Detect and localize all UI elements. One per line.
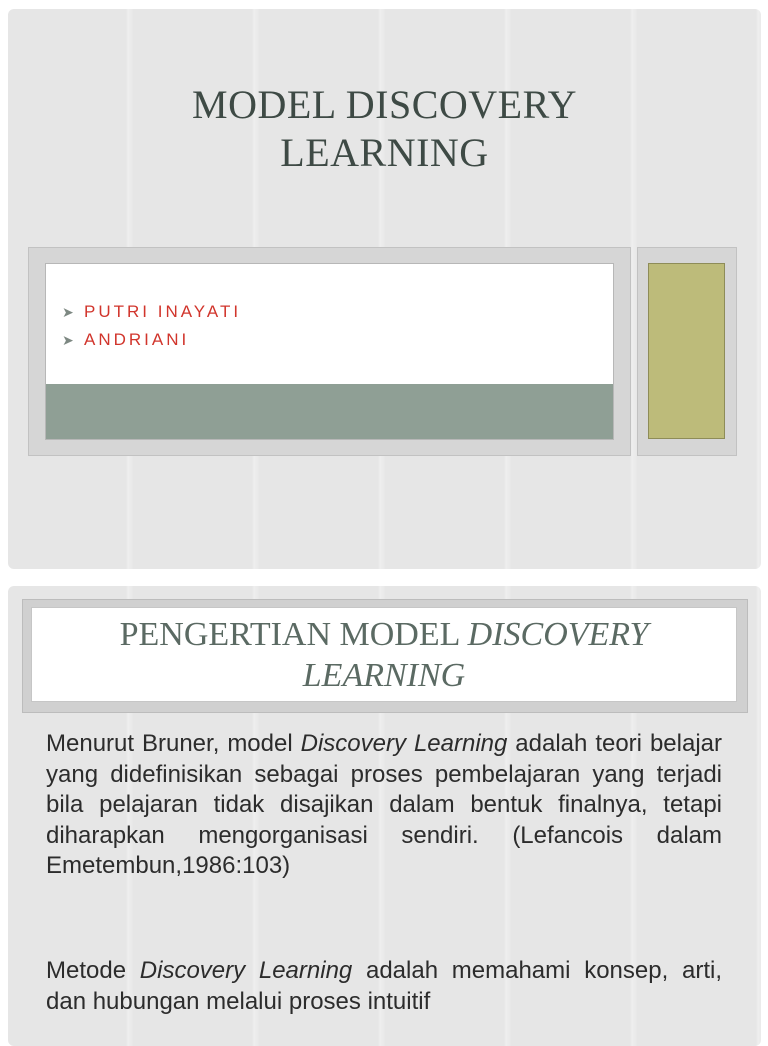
presenter-item [62,298,241,326]
slide-title [8,81,761,177]
arrow-bullet-icon: ➤ [62,303,74,320]
slide-title-line-2: LEARNING [280,130,489,175]
presenter-name: ANDRIANI [84,330,190,349]
presenter-name: PUTRI INAYATI [84,302,242,321]
content-title-italic: DISCOVERY [467,616,649,653]
side-frame [637,247,737,456]
paragraph-1 [46,729,722,882]
arrow-bullet-icon: ➤ [62,331,74,348]
paragraph-2-text: Metode [46,957,140,984]
content-slide [8,586,761,1046]
decorative-block [648,263,725,439]
content-title-frame [22,599,748,713]
content-title [31,607,737,702]
content-title-line-2: LEARNING [302,657,466,694]
paragraph-2-italic: Discovery Learning [139,957,353,984]
presenter-list [62,298,241,354]
paragraph-1-text-rest: adalah teori belajar yang didefinisikan sebagai proses pembelajaran yang terjadi bila pelajaran tidak disajikan dalam bentuk finalnya, tetapi diharapkan mengorganisasi sendiri. (Lefancois dalam Emetembun,1986:103) [46,730,723,879]
presenter-item [62,326,241,354]
paragraph-1-text: Menurut Bruner, model [46,730,301,757]
paragraph-1-italic: Discovery Learning [300,730,508,757]
paragraph-2-text-rest: adalah memahami konsep, arti, dan hubungan melalui proses intuitif [46,957,722,1015]
slide-title-line-1: MODEL DISCOVERY [192,82,577,127]
subtitle-box [45,263,614,440]
paragraph-2 [46,956,722,1017]
title-slide [8,9,761,569]
decorative-band [46,384,613,439]
content-title-part: PENGERTIAN MODEL [119,616,468,653]
subtitle-frame [28,247,631,456]
